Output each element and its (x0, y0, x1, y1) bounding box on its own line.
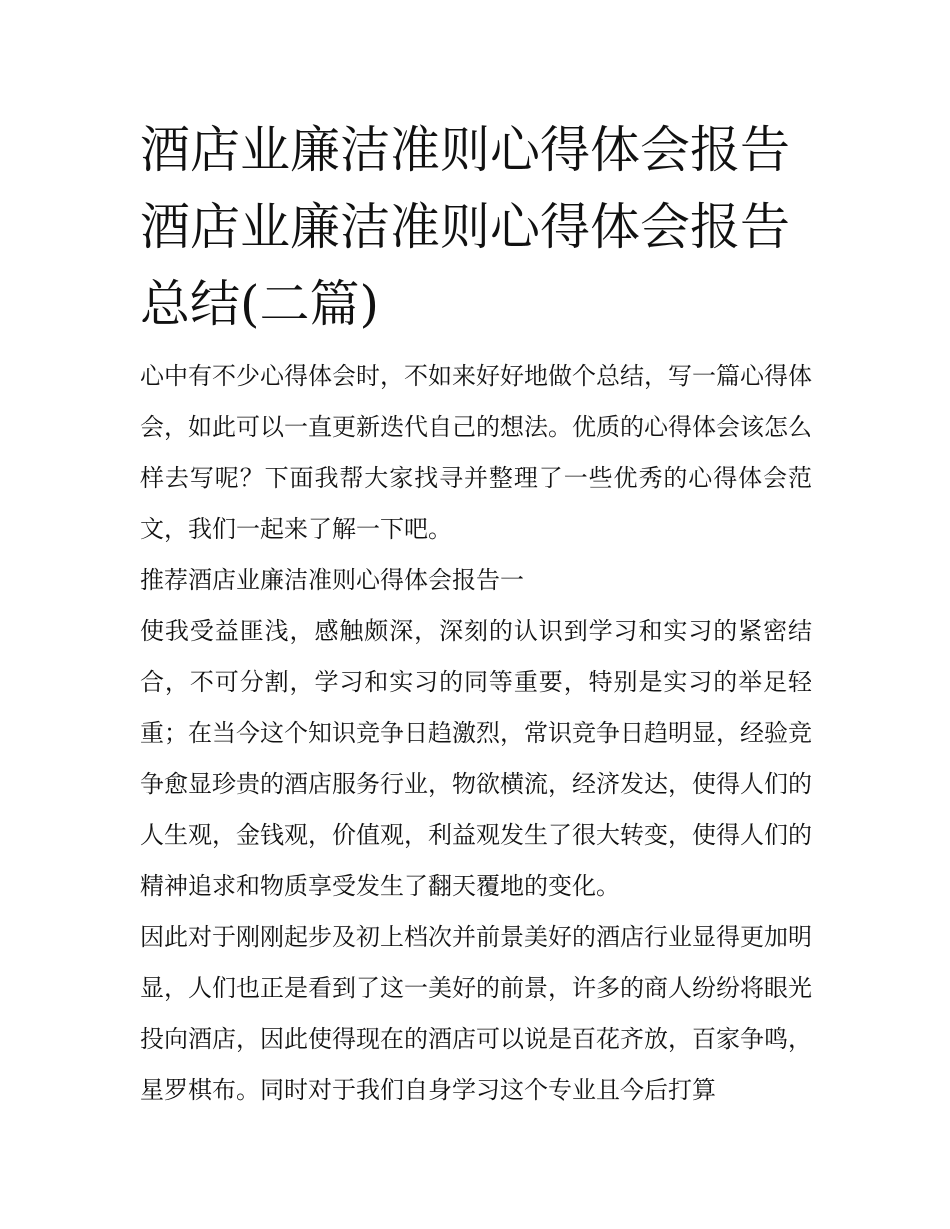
body-paragraph-2: 因此对于刚刚起步及初上档次并前景美好的酒店行业显得更加明显，人们也正是看到了这一美好的前景，许多的商人纷纷将眼光投向酒店，因此使得现在的酒店可以说是百花齐放，百家争鸣，星罗棋布。同时对于我们自身学习这个专业且今后打算 (140, 923, 812, 1104)
body-paragraph-1: 使我受益匪浅，感触颇深，深刻的认识到学习和实习的紧密结合，不可分割，学习和实习的同等重要，特别是实习的举足轻重；在当今这个知识竞争日趋激烈，常识竞争日趋明显，经验竞争愈显珍贵的酒店服务行业，物欲横流，经济发达，使得人们的人生观，金钱观，价值观，利益观发生了很大转变，使得人们的精神追求和物质享受发生了翻天覆地的变化。 (140, 617, 812, 900)
document-title: 酒店业廉洁准则心得体会报告酒店业廉洁准则心得体会报告总结(二篇) (140, 121, 790, 333)
section-heading: 推荐酒店业廉洁准则心得体会报告一 (140, 566, 524, 594)
document-body (140, 112, 812, 1116)
intro-paragraph: 心中有不少心得体会时，不如来好好地做个总结，写一篇心得体会，如此可以一直更新迭代自己的想法。优质的心得体会该怎么样去写呢？下面我帮大家找寻并整理了一些优秀的心得体会范文，我们一起来了解一下吧。 (140, 362, 812, 543)
